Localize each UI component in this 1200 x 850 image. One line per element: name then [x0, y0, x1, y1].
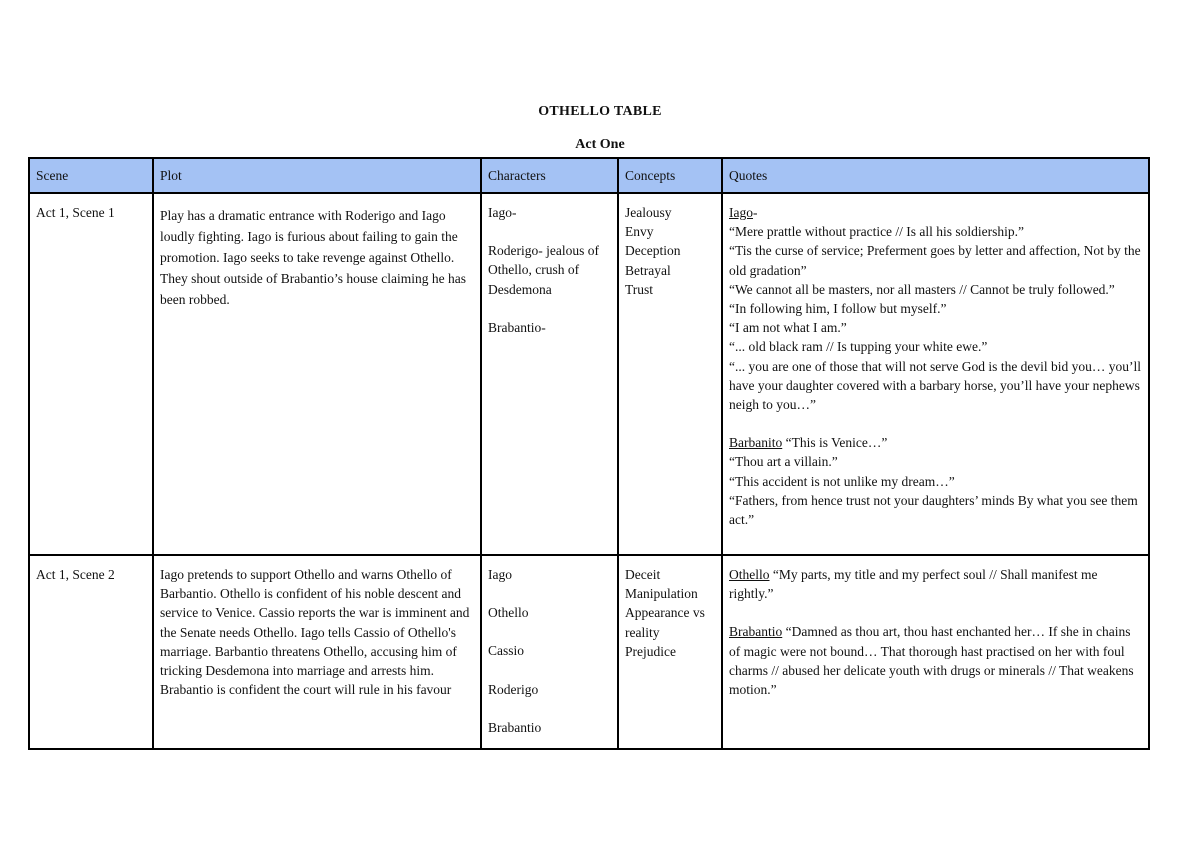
character-entry: Othello — [488, 605, 529, 621]
concept-item: Betrayal — [625, 262, 671, 278]
quote-speaker-suffix: - — [753, 205, 758, 220]
quote-inline: “My parts, my title and my perfect soul // Shall manifest me rightly.” — [729, 567, 1098, 602]
quote-inline: “Damned as thou art, thou hast enchanted her… If she in chains of magic were not bound… That thorough hast practised on her with foul charms // abused her delicate youth with drugs or minerals // That weakens motion.” — [729, 624, 1134, 698]
quote-line: “I am not what I am.” — [729, 320, 847, 336]
plot-cell: Play has a dramatic entrance with Roderigo and Iago loudly fighting. Iago is furious about failing to gain the promotion. Iago seeks to take revenge against Othello. They shout outside of Brabantio’s house claiming he has been robbed. — [153, 193, 481, 555]
concepts-cell — [618, 555, 722, 749]
page-title: OTHELLO TABLE — [538, 104, 662, 119]
quote-group — [729, 433, 1142, 529]
quote-line: “We cannot all be masters, nor all masters // Cannot be truly followed.” — [729, 281, 1115, 297]
act-title: Act One — [575, 137, 625, 152]
quote-line: “... you are one of those that will not serve God is the devil bid you… you’ll have your daughter covered with a barbary horse, you’ll have your nephews neigh to you…” — [729, 358, 1142, 413]
character-entry: Brabantio- — [488, 319, 546, 335]
quote-speaker: Barbanito — [729, 435, 783, 451]
concept-item: Appearance vs reality — [625, 605, 705, 640]
quote-speaker-line — [729, 565, 1142, 603]
quote-speaker: Brabantio — [729, 624, 783, 640]
concept-item: Manipulation — [625, 586, 698, 602]
quote-line: “... old black ram // Is tupping your white ewe.” — [729, 339, 988, 355]
quote-line: “Tis the curse of service; Preferment goes by letter and affection, Not by the old gradation” — [729, 243, 1141, 278]
concept-item: Trust — [625, 281, 654, 297]
scene-cell: Act 1, Scene 2 — [29, 555, 153, 749]
quote-speaker-line — [729, 622, 1142, 699]
column-header-scene: Scene — [29, 158, 153, 193]
quote-line: “Mere prattle without practice // Is all his soldiership.” — [729, 224, 1025, 240]
column-header-concepts: Concepts — [618, 158, 722, 193]
column-header-plot: Plot — [153, 158, 481, 193]
character-entry: Roderigo- jealous of Othello, crush of Desdemona — [488, 243, 599, 297]
quote-inline: “This is Venice…” — [782, 435, 888, 451]
quote-line: “Fathers, from hence trust not your daughters’ minds By what you see them act.” — [729, 492, 1138, 528]
othello-table — [28, 157, 1150, 750]
concept-item: Jealousy — [625, 205, 672, 220]
characters-cell — [481, 193, 618, 555]
quote-speaker-line — [729, 203, 1142, 222]
concept-item: Deception — [625, 243, 681, 259]
quote-line: “This accident is not unlike my dream…” — [729, 473, 955, 489]
quotes-cell — [722, 555, 1149, 749]
quote-line: “In following him, I follow but myself.” — [729, 301, 947, 317]
quote-speaker: Iago — [729, 205, 753, 220]
concept-item: Prejudice — [625, 643, 676, 659]
character-entry: Brabantio — [488, 719, 542, 735]
column-header-characters: Characters — [481, 158, 618, 193]
quotes-cell — [722, 193, 1149, 555]
quote-line: “Thou art a villain.” — [729, 454, 838, 470]
table-row — [29, 555, 1149, 749]
quote-group — [729, 622, 1142, 699]
table-row — [29, 193, 1149, 555]
plot-cell: Iago pretends to support Othello and warns Othello of Barbantio. Othello is confident of his noble descent and service to Venice. Cassio reports the war is imminent and the Senate needs Othello. Iago tells Cassio of Othello's marriage. Barbantio threatens Othello, accusing him of tricking Desdemona into marriage and arrests him. Brabantio is confident the court will rule in his favour — [153, 555, 481, 749]
concepts-cell — [618, 193, 722, 555]
character-entry: Cassio — [488, 643, 525, 659]
quote-group — [729, 565, 1142, 603]
character-entry: Iago- — [488, 205, 517, 220]
characters-cell — [481, 555, 618, 749]
character-entry: Roderigo — [488, 681, 539, 697]
scene-cell: Act 1, Scene 1 — [29, 193, 153, 555]
quote-speaker-line — [729, 433, 1142, 452]
character-entry: Iago — [488, 567, 512, 582]
concept-item: Envy — [625, 224, 654, 240]
column-header-quotes: Quotes — [722, 158, 1149, 193]
quote-speaker: Othello — [729, 567, 770, 582]
quote-group — [729, 203, 1142, 414]
header-row — [29, 158, 1149, 193]
concept-item: Deceit — [625, 567, 661, 582]
